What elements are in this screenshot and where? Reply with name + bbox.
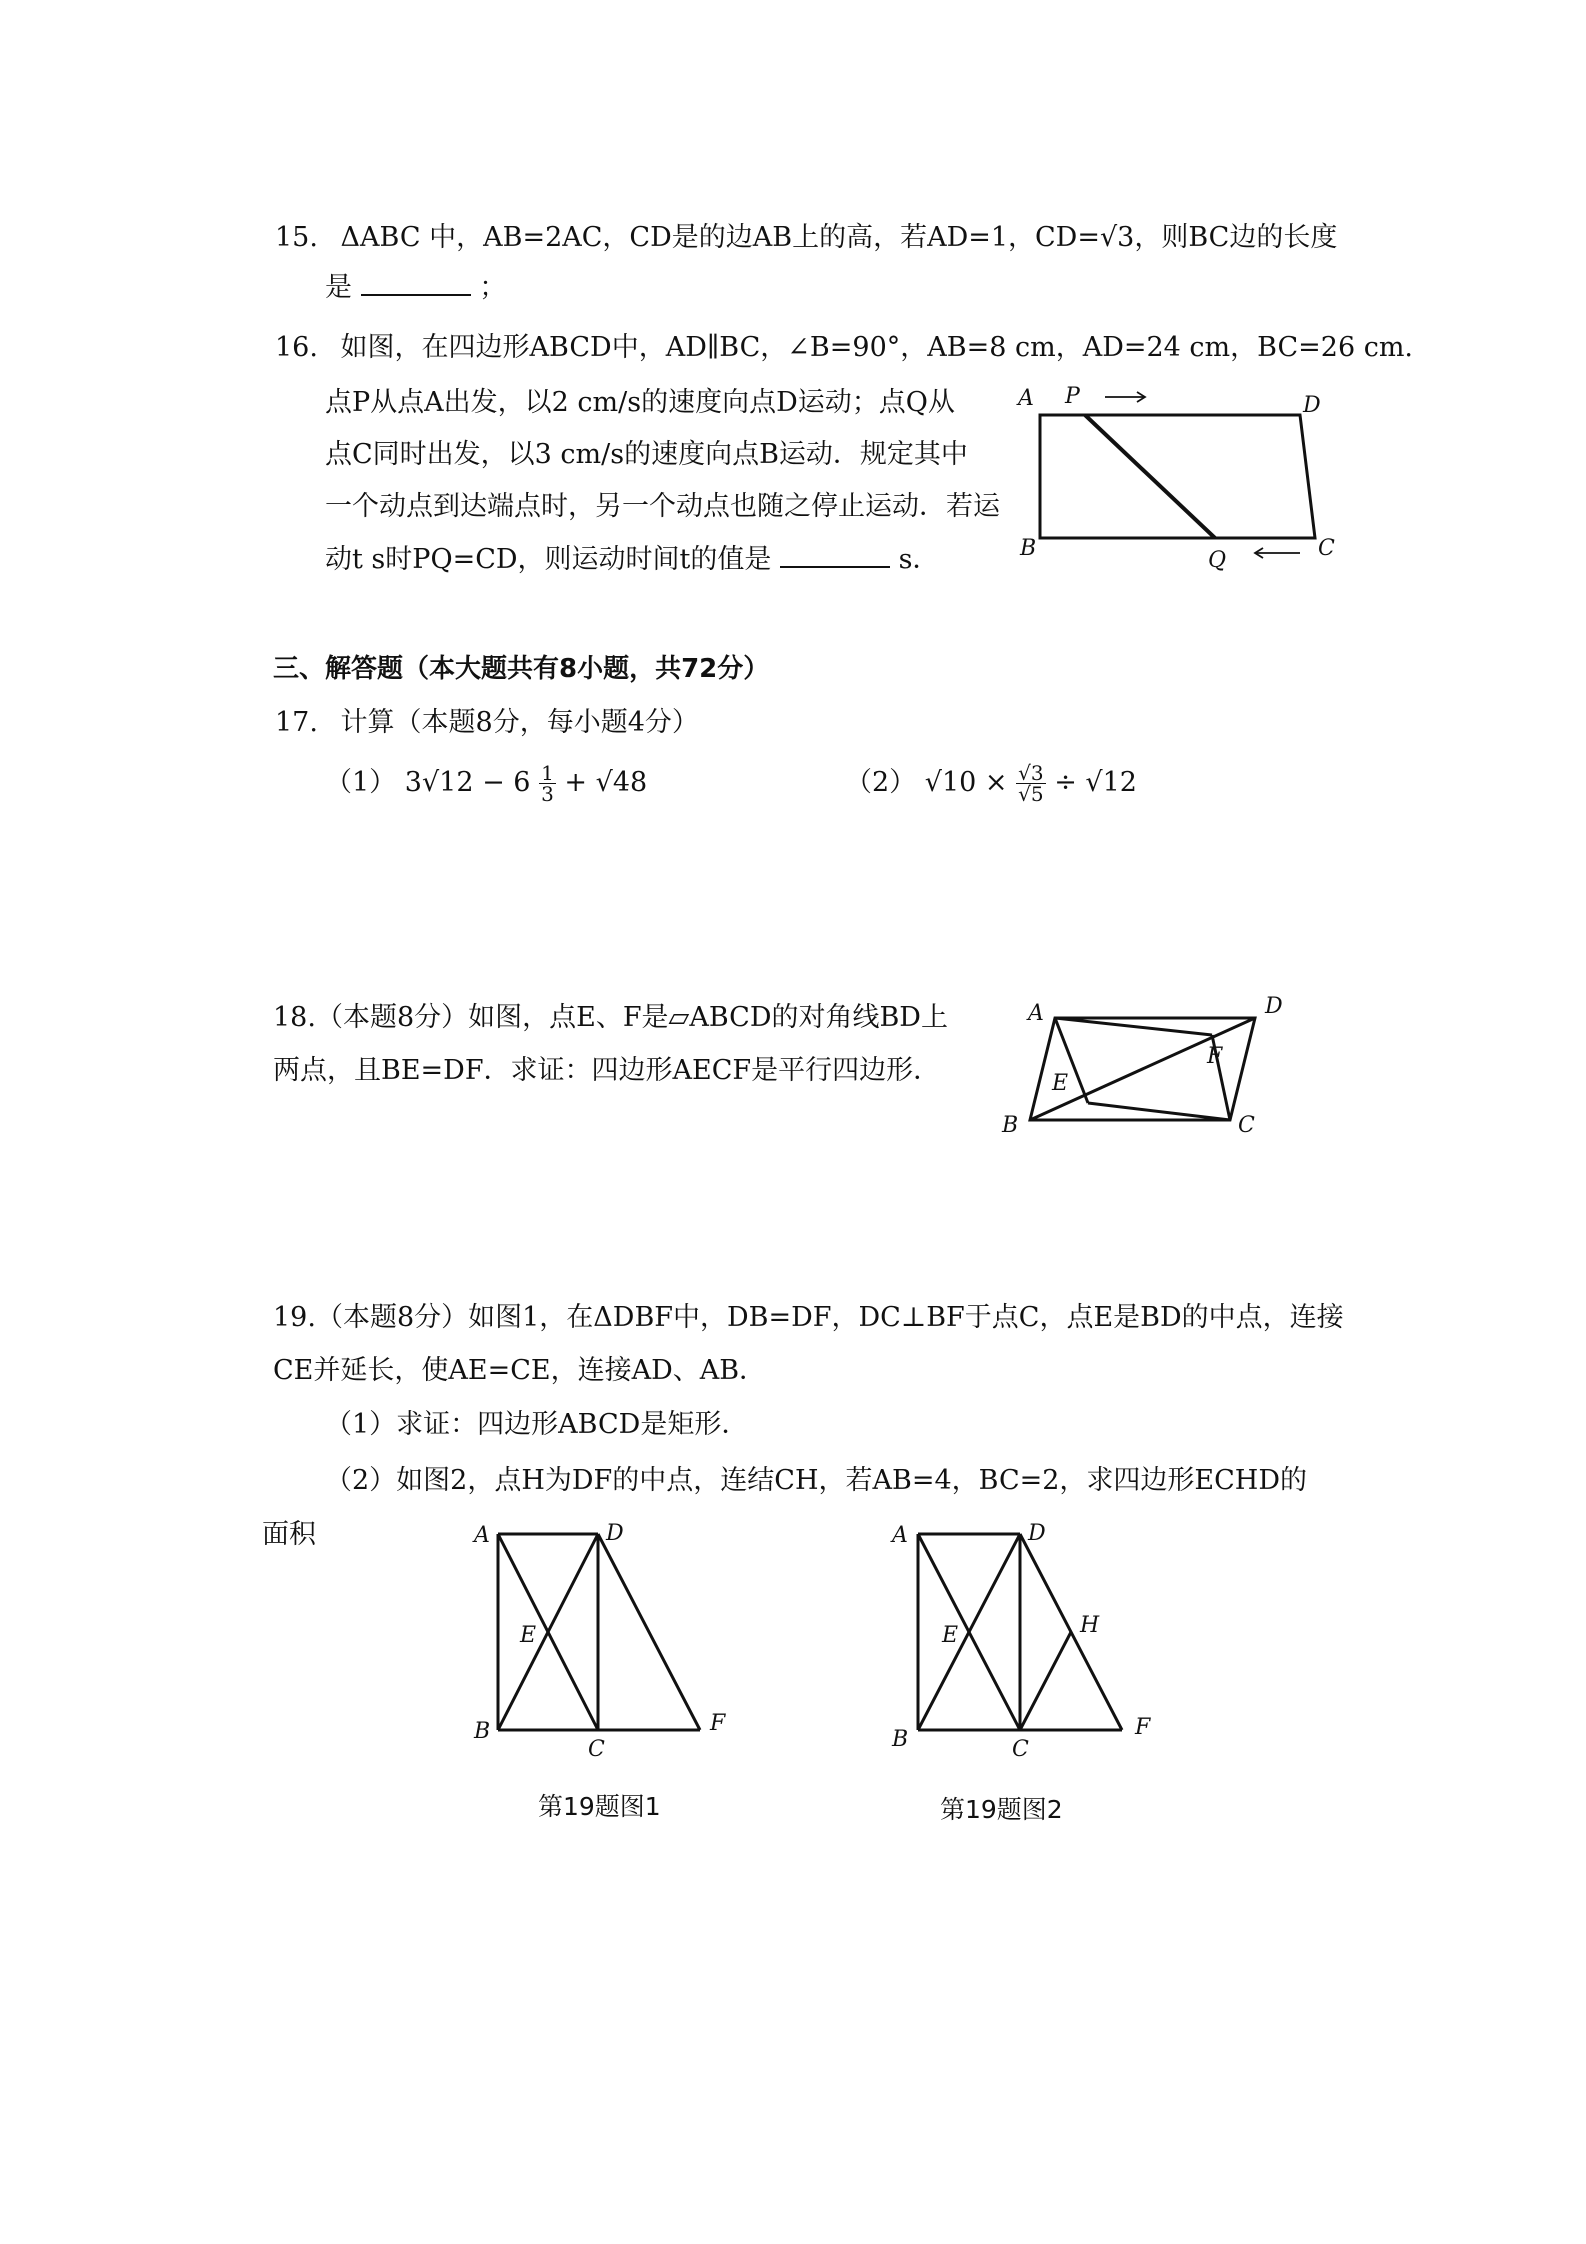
q19-part1: （1）求证：四边形ABCD是矩形． xyxy=(325,1409,749,1440)
q17-part2-frac-top: √3 xyxy=(1018,761,1044,785)
q17-part1-label: （1） xyxy=(325,767,397,798)
q16-label-P: P xyxy=(1065,384,1080,409)
q19-fig2-label-F: F xyxy=(1135,1715,1151,1740)
q19-figure1-caption: 第19题图1 xyxy=(538,1792,661,1821)
q17-header xyxy=(275,700,699,739)
q17-part1-expr-b: + √48 xyxy=(564,767,648,798)
q15-line1 xyxy=(275,215,1337,254)
q17-part1-frac-top: 1 xyxy=(541,761,554,785)
q17-part2-frac-bottom: √5 xyxy=(1018,782,1044,806)
q15-text-suffix: ； xyxy=(479,272,507,303)
q16-label-A: A xyxy=(1018,386,1034,411)
q16-label-D: D xyxy=(1303,393,1321,418)
q17-part2-expr-b: ÷ √12 xyxy=(1054,767,1137,798)
q19-fig2-label-B: B xyxy=(892,1727,909,1752)
q19-part2-cont: 面积 xyxy=(262,1519,316,1550)
q16-line4: 一个动点到达端点时，另一个动点也随之停止运动．若运 xyxy=(325,491,1000,522)
q19-fig2-label-A: A xyxy=(892,1523,908,1548)
q16-line3: 点C同时出发，以3 cm/s的速度向点B运动．规定其中 xyxy=(325,439,968,470)
q19-part2: （2）如图2，点H为DF的中点，连结CH，若AB=4，BC=2，求四边形ECHD的 xyxy=(325,1465,1307,1496)
q17-part1-expr-a: 3√12 − 6 xyxy=(404,767,531,798)
q17-title: 计算（本题8分，每小题4分） xyxy=(340,707,699,738)
q19-fig1-label-F: F xyxy=(710,1711,726,1736)
q16-answer-blank[interactable] xyxy=(780,544,890,568)
q19-line2: CE并延长，使AE=CE，连接AD、AB． xyxy=(273,1355,767,1386)
q17-part1 xyxy=(325,760,647,804)
q15-number: 15. xyxy=(275,222,318,253)
q17-part2-expr-a: √10 × xyxy=(924,767,1008,798)
q19-fig2-label-D: D xyxy=(1028,1521,1046,1546)
q15-line2 xyxy=(325,265,506,304)
q15-text-prefix: 是 xyxy=(325,272,352,303)
q19-figure2 xyxy=(880,1520,1170,1760)
q17-part2-label: （2） xyxy=(845,767,917,798)
q18-line1: 18.（本题8分）如图，点E、F是▱ABCD的对角线BD上 xyxy=(273,1002,948,1033)
q17-part2 xyxy=(845,760,1137,804)
q19-figure2-caption: 第19题图2 xyxy=(940,1795,1063,1824)
q15-answer-blank[interactable] xyxy=(361,272,471,296)
q18-line2: 两点，且BE=DF．求证：四边形AECF是平行四边形． xyxy=(273,1055,941,1086)
q18-label-B: B xyxy=(1002,1113,1019,1138)
q19-fig1-label-B: B xyxy=(474,1719,491,1744)
q19-fig2-label-H: H xyxy=(1080,1613,1100,1638)
q16-label-C: C xyxy=(1318,536,1335,561)
q16-label-Q: Q xyxy=(1208,548,1227,573)
q16-label-B: B xyxy=(1020,536,1037,561)
q17-part2-fraction xyxy=(1016,763,1045,804)
section3-title: 三、解答题（本大题共有8小题，共72分） xyxy=(273,654,770,684)
q16-line5 xyxy=(325,537,939,576)
q16-figure xyxy=(1010,375,1340,575)
q19-fig1-label-D: D xyxy=(606,1521,624,1546)
q19-fig2-label-E: E xyxy=(942,1623,959,1648)
q16-text-prefix: 动t s时PQ=CD，则运动时间t的值是 xyxy=(325,544,772,575)
q17-part1-fraction xyxy=(539,763,556,804)
q19-fig1-label-E: E xyxy=(520,1623,537,1648)
q18-label-D: D xyxy=(1265,994,1283,1019)
q18-label-C: C xyxy=(1238,1113,1255,1138)
q18-label-F: F xyxy=(1207,1044,1223,1069)
q19-fig1-label-A: A xyxy=(474,1523,490,1548)
q19-figure1 xyxy=(470,1520,740,1760)
q15-text: ΔABC 中，AB=2AC，CD是的边AB上的高，若AD=1，CD=√3，则BC边的长度 xyxy=(340,222,1338,253)
q17-number: 17. xyxy=(275,707,318,738)
q18-label-A: A xyxy=(1028,1001,1044,1026)
q16-line2: 点P从点A出发，以2 cm/s的速度向点D运动；点Q从 xyxy=(325,387,955,418)
q18-label-E: E xyxy=(1052,1071,1069,1096)
q16-text: 如图，在四边形ABCD中，AD∥BC，∠B=90°，AB=8 cm，AD=24 cm，BC=26 cm. xyxy=(340,332,1414,363)
q16-number: 16. xyxy=(275,332,318,363)
q18-figure xyxy=(990,990,1310,1140)
q19-line1: 19.（本题8分）如图1，在ΔDBF中，DB=DF，DC⊥BF于点C，点E是BD的中点，连接 xyxy=(273,1302,1344,1333)
q19-fig2-label-C: C xyxy=(1012,1737,1029,1760)
q16-text-suffix: s． xyxy=(898,544,940,575)
q19-fig1-label-C: C xyxy=(588,1737,605,1760)
q16-line1 xyxy=(275,325,1413,364)
q17-part1-frac-bottom: 3 xyxy=(541,782,554,806)
